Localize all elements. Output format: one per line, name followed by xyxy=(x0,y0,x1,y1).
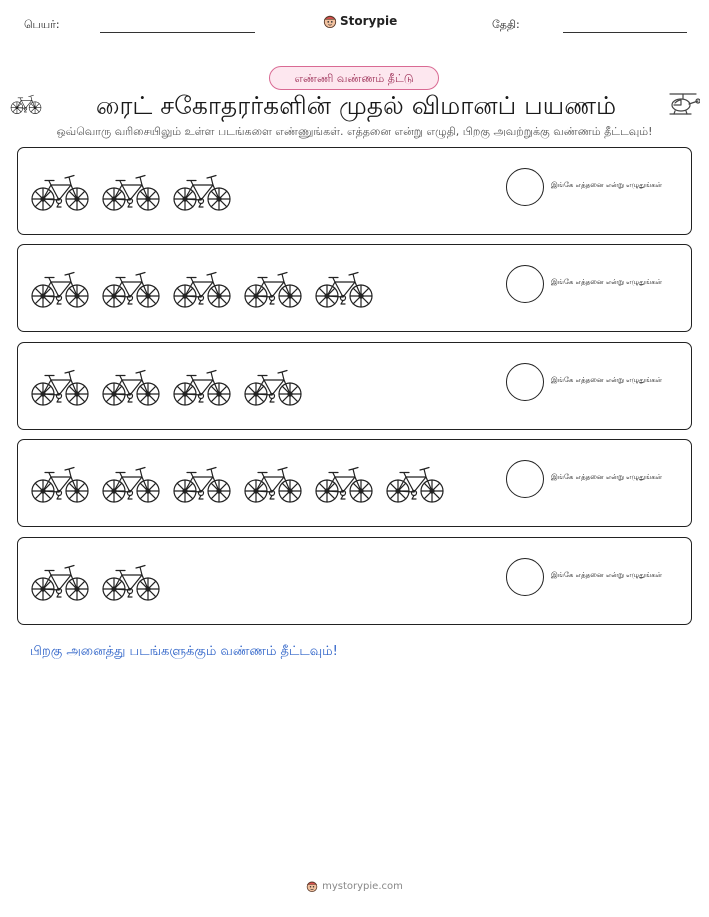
bicycle-icon xyxy=(101,367,161,407)
brand-name: Storypie xyxy=(340,14,398,28)
counting-row xyxy=(17,537,692,625)
bicycle-icon xyxy=(10,93,42,115)
counting-row xyxy=(17,244,692,332)
bicycle-icon xyxy=(172,172,232,212)
bicycle-icon xyxy=(30,172,90,212)
bicycle-icon xyxy=(30,367,90,407)
bicycle-icon xyxy=(101,172,161,212)
bicycle-icon xyxy=(101,269,161,309)
instructions: ஒவ்வொரு வரிசையிலும் உள்ள படங்களை எண்ணுங்கள். எத்தனை என்று எழுதி, பிறகு அவற்றுக்கு வண்ணம் தீட்டவும்! xyxy=(56,125,653,138)
icon-group xyxy=(30,367,303,407)
answer-hint: இங்கே எத்தனை என்று எழுதுங்கள் xyxy=(551,571,663,579)
bicycle-icon xyxy=(172,269,232,309)
bicycle-icon xyxy=(30,562,90,602)
activity-badge: எண்ணி வண்ணம் தீட்டு xyxy=(269,66,439,90)
counting-row xyxy=(17,147,692,235)
answer-circle[interactable] xyxy=(506,265,544,303)
answer-hint: இங்கே எத்தனை என்று எழுதுங்கள் xyxy=(551,278,663,286)
counting-row xyxy=(17,342,692,430)
answer-circle[interactable] xyxy=(506,558,544,596)
date-label: தேதி: xyxy=(492,18,520,31)
counting-row xyxy=(17,439,692,527)
date-field-line[interactable] xyxy=(563,32,687,33)
bicycle-icon xyxy=(172,367,232,407)
icon-group xyxy=(30,562,161,602)
bicycle-icon xyxy=(101,464,161,504)
brand-logo xyxy=(323,14,397,28)
bicycle-icon xyxy=(101,562,161,602)
name-field-line[interactable] xyxy=(100,32,255,33)
icon-group xyxy=(30,269,374,309)
answer-hint: இங்கே எத்தனை என்று எழுதுங்கள் xyxy=(551,376,663,384)
bicycle-icon xyxy=(30,269,90,309)
bicycle-icon xyxy=(243,269,303,309)
bicycle-icon xyxy=(30,464,90,504)
answer-hint: இங்கே எத்தனை என்று எழுதுங்கள் xyxy=(551,181,663,189)
answer-circle[interactable] xyxy=(506,363,544,401)
icon-group xyxy=(30,464,445,504)
worksheet-header xyxy=(0,12,709,40)
coloring-reminder: பிறகு அனைத்து படங்களுக்கும் வண்ணம் தீட்டவும்! xyxy=(30,644,338,659)
name-label: பெயர்: xyxy=(24,18,60,31)
site-footer xyxy=(0,880,709,892)
bicycle-icon xyxy=(314,464,374,504)
mascot-icon xyxy=(323,14,337,28)
answer-circle[interactable] xyxy=(506,460,544,498)
bicycle-icon xyxy=(314,269,374,309)
answer-hint: இங்கே எத்தனை என்று எழுதுங்கள் xyxy=(551,473,663,481)
page-title: ரைட் சகோதரர்களின் முதல் விமானப் பயணம் xyxy=(95,91,617,120)
bicycle-icon xyxy=(243,367,303,407)
bicycle-icon xyxy=(243,464,303,504)
icon-group xyxy=(30,172,232,212)
mascot-icon xyxy=(306,880,318,892)
site-url: mystorypie.com xyxy=(322,880,403,892)
helicopter-icon xyxy=(666,90,700,120)
answer-circle[interactable] xyxy=(506,168,544,206)
bicycle-icon xyxy=(385,464,445,504)
bicycle-icon xyxy=(172,464,232,504)
